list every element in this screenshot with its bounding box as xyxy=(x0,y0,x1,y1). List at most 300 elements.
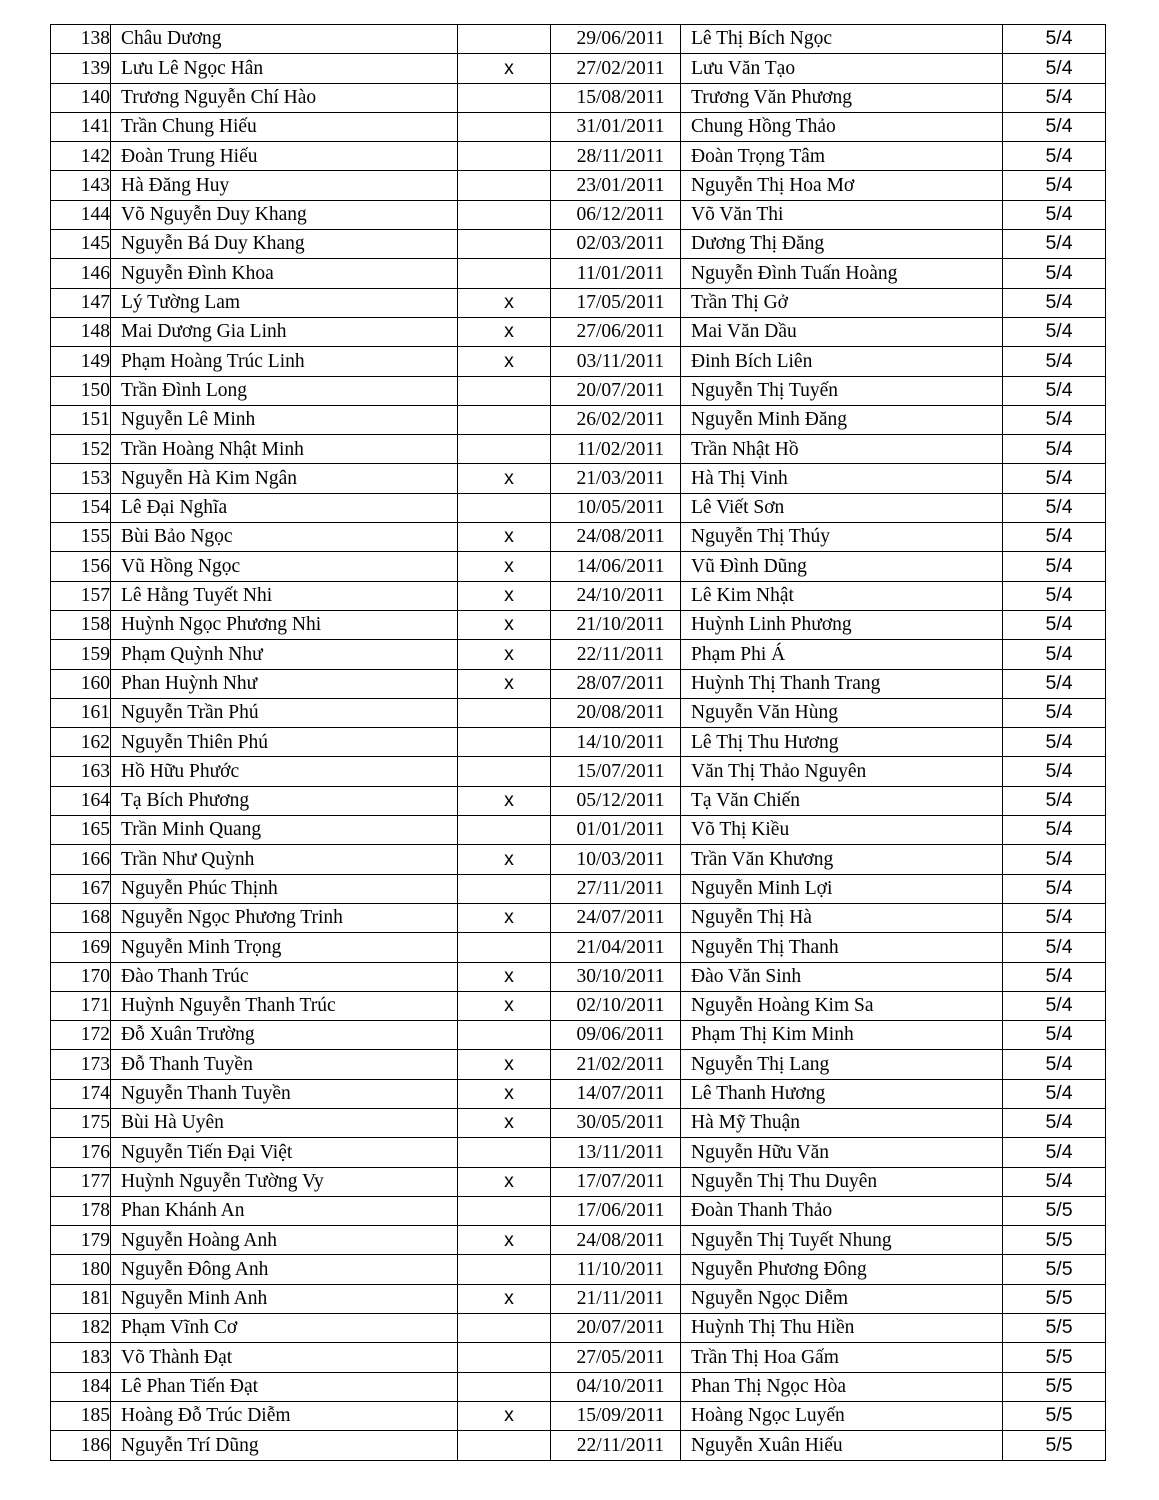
date-of-birth: 15/09/2011 xyxy=(551,1401,681,1430)
parent-name: Nguyễn Hoàng Kim Sa xyxy=(681,991,1003,1020)
student-name: Trần Hoàng Nhật Minh xyxy=(111,435,458,464)
row-number: 160 xyxy=(51,669,111,698)
row-number: 169 xyxy=(51,933,111,962)
student-name: Lý Tường Lam xyxy=(111,288,458,317)
parent-name: Đoàn Trọng Tâm xyxy=(681,142,1003,171)
date-of-birth: 27/02/2011 xyxy=(551,54,681,83)
female-mark: x xyxy=(458,552,551,581)
female-mark xyxy=(458,698,551,727)
class-name: 5/4 xyxy=(1003,1108,1106,1137)
parent-name: Nguyễn Thị Hà xyxy=(681,903,1003,932)
row-number: 138 xyxy=(51,25,111,54)
table-row xyxy=(51,698,1106,727)
date-of-birth: 06/12/2011 xyxy=(551,200,681,229)
parent-name: Trần Thị Hoa Gấm xyxy=(681,1343,1003,1372)
female-mark xyxy=(458,1431,551,1460)
female-mark xyxy=(458,933,551,962)
female-mark xyxy=(458,435,551,464)
class-name: 5/4 xyxy=(1003,259,1106,288)
student-name: Hồ Hữu Phước xyxy=(111,757,458,786)
student-name: Nguyễn Hoàng Anh xyxy=(111,1226,458,1255)
class-name: 5/5 xyxy=(1003,1372,1106,1401)
date-of-birth: 24/10/2011 xyxy=(551,581,681,610)
female-mark: x xyxy=(458,523,551,552)
date-of-birth: 22/11/2011 xyxy=(551,640,681,669)
female-mark xyxy=(458,142,551,171)
class-name: 5/4 xyxy=(1003,991,1106,1020)
student-name: Bùi Bảo Ngọc xyxy=(111,523,458,552)
table-row xyxy=(51,83,1106,112)
date-of-birth: 24/08/2011 xyxy=(551,523,681,552)
student-name: Nguyễn Minh Anh xyxy=(111,1284,458,1313)
row-number: 161 xyxy=(51,698,111,727)
parent-name: Tạ Văn Chiến xyxy=(681,786,1003,815)
table-row xyxy=(51,112,1106,141)
row-number: 185 xyxy=(51,1401,111,1430)
table-row xyxy=(51,1431,1106,1460)
female-mark: x xyxy=(458,1226,551,1255)
date-of-birth: 04/10/2011 xyxy=(551,1372,681,1401)
female-mark xyxy=(458,200,551,229)
student-name: Lưu Lê Ngọc Hân xyxy=(111,54,458,83)
class-name: 5/4 xyxy=(1003,25,1106,54)
student-name: Phạm Vĩnh Cơ xyxy=(111,1314,458,1343)
date-of-birth: 14/07/2011 xyxy=(551,1079,681,1108)
female-mark: x xyxy=(458,464,551,493)
female-mark: x xyxy=(458,1167,551,1196)
parent-name: Trần Nhật Hồ xyxy=(681,435,1003,464)
table-row xyxy=(51,874,1106,903)
female-mark: x xyxy=(458,845,551,874)
female-mark: x xyxy=(458,347,551,376)
student-name: Nguyễn Ngọc Phương Trinh xyxy=(111,903,458,932)
parent-name: Nguyễn Văn Hùng xyxy=(681,698,1003,727)
student-name: Trần Đình Long xyxy=(111,376,458,405)
parent-name: Huỳnh Thị Thu Hiền xyxy=(681,1314,1003,1343)
parent-name: Nguyễn Thị Thúy xyxy=(681,523,1003,552)
student-name: Nguyễn Đông Anh xyxy=(111,1255,458,1284)
table-row xyxy=(51,464,1106,493)
date-of-birth: 10/05/2011 xyxy=(551,493,681,522)
table-row xyxy=(51,728,1106,757)
student-name: Nguyễn Trần Phú xyxy=(111,698,458,727)
class-name: 5/4 xyxy=(1003,1167,1106,1196)
student-name: Mai Dương Gia Linh xyxy=(111,317,458,346)
date-of-birth: 11/01/2011 xyxy=(551,259,681,288)
date-of-birth: 01/01/2011 xyxy=(551,816,681,845)
class-name: 5/4 xyxy=(1003,1138,1106,1167)
row-number: 186 xyxy=(51,1431,111,1460)
table-row xyxy=(51,171,1106,200)
female-mark: x xyxy=(458,1108,551,1137)
parent-name: Đinh Bích Liên xyxy=(681,347,1003,376)
date-of-birth: 30/05/2011 xyxy=(551,1108,681,1137)
row-number: 183 xyxy=(51,1343,111,1372)
parent-name: Phan Thị Ngọc Hòa xyxy=(681,1372,1003,1401)
row-number: 163 xyxy=(51,757,111,786)
female-mark xyxy=(458,874,551,903)
class-name: 5/4 xyxy=(1003,1079,1106,1108)
parent-name: Lê Thị Bích Ngọc xyxy=(681,25,1003,54)
row-number: 150 xyxy=(51,376,111,405)
table-row xyxy=(51,1167,1106,1196)
student-name: Bùi Hà Uyên xyxy=(111,1108,458,1137)
class-name: 5/4 xyxy=(1003,757,1106,786)
row-number: 177 xyxy=(51,1167,111,1196)
female-mark xyxy=(458,112,551,141)
female-mark xyxy=(458,25,551,54)
parent-name: Nguyễn Ngọc Diễm xyxy=(681,1284,1003,1313)
student-name: Nguyễn Lê Minh xyxy=(111,405,458,434)
student-name: Phạm Hoàng Trúc Linh xyxy=(111,347,458,376)
class-name: 5/4 xyxy=(1003,552,1106,581)
row-number: 167 xyxy=(51,874,111,903)
table-row xyxy=(51,757,1106,786)
row-number: 165 xyxy=(51,816,111,845)
class-name: 5/4 xyxy=(1003,230,1106,259)
table-row xyxy=(51,523,1106,552)
parent-name: Hoàng Ngọc Luyến xyxy=(681,1401,1003,1430)
row-number: 179 xyxy=(51,1226,111,1255)
female-mark: x xyxy=(458,1284,551,1313)
row-number: 170 xyxy=(51,962,111,991)
class-name: 5/4 xyxy=(1003,903,1106,932)
class-name: 5/4 xyxy=(1003,962,1106,991)
date-of-birth: 24/08/2011 xyxy=(551,1226,681,1255)
parent-name: Mai Văn Dầu xyxy=(681,317,1003,346)
female-mark: x xyxy=(458,1079,551,1108)
table-row xyxy=(51,230,1106,259)
female-mark xyxy=(458,1196,551,1225)
class-name: 5/4 xyxy=(1003,142,1106,171)
table-row xyxy=(51,493,1106,522)
table-row xyxy=(51,1021,1106,1050)
table-row xyxy=(51,1343,1106,1372)
table-row xyxy=(51,1079,1106,1108)
parent-name: Vũ Đình Dũng xyxy=(681,552,1003,581)
parent-name: Nguyễn Thị Thu Duyên xyxy=(681,1167,1003,1196)
date-of-birth: 10/03/2011 xyxy=(551,845,681,874)
parent-name: Nguyễn Thị Tuyết Nhung xyxy=(681,1226,1003,1255)
table-row xyxy=(51,1138,1106,1167)
student-name: Trần Như Quỳnh xyxy=(111,845,458,874)
class-name: 5/4 xyxy=(1003,933,1106,962)
row-number: 152 xyxy=(51,435,111,464)
class-name: 5/5 xyxy=(1003,1196,1106,1225)
table-row xyxy=(51,991,1106,1020)
date-of-birth: 11/10/2011 xyxy=(551,1255,681,1284)
student-name: Nguyễn Thanh Tuyền xyxy=(111,1079,458,1108)
class-name: 5/4 xyxy=(1003,405,1106,434)
student-name: Nguyễn Tiến Đại Việt xyxy=(111,1138,458,1167)
row-number: 154 xyxy=(51,493,111,522)
student-name: Nguyễn Minh Trọng xyxy=(111,933,458,962)
class-name: 5/4 xyxy=(1003,288,1106,317)
table-row xyxy=(51,1050,1106,1079)
date-of-birth: 31/01/2011 xyxy=(551,112,681,141)
date-of-birth: 23/01/2011 xyxy=(551,171,681,200)
class-name: 5/4 xyxy=(1003,640,1106,669)
female-mark xyxy=(458,1314,551,1343)
row-number: 175 xyxy=(51,1108,111,1137)
row-number: 168 xyxy=(51,903,111,932)
parent-name: Lê Thị Thu Hương xyxy=(681,728,1003,757)
female-mark: x xyxy=(458,288,551,317)
parent-name: Võ Văn Thi xyxy=(681,200,1003,229)
student-name: Vũ Hồng Ngọc xyxy=(111,552,458,581)
student-name: Huỳnh Nguyễn Tường Vy xyxy=(111,1167,458,1196)
student-name: Lê Đại Nghĩa xyxy=(111,493,458,522)
student-name: Châu Dương xyxy=(111,25,458,54)
date-of-birth: 22/11/2011 xyxy=(551,1431,681,1460)
table-row xyxy=(51,786,1106,815)
date-of-birth: 29/06/2011 xyxy=(551,25,681,54)
student-name: Nguyễn Phúc Thịnh xyxy=(111,874,458,903)
class-name: 5/4 xyxy=(1003,874,1106,903)
parent-name: Đoàn Thanh Thảo xyxy=(681,1196,1003,1225)
row-number: 145 xyxy=(51,230,111,259)
female-mark xyxy=(458,376,551,405)
table-row xyxy=(51,1196,1106,1225)
class-name: 5/5 xyxy=(1003,1284,1106,1313)
class-name: 5/4 xyxy=(1003,435,1106,464)
row-number: 180 xyxy=(51,1255,111,1284)
row-number: 182 xyxy=(51,1314,111,1343)
class-name: 5/4 xyxy=(1003,54,1106,83)
parent-name: Trần Văn Khương xyxy=(681,845,1003,874)
row-number: 164 xyxy=(51,786,111,815)
row-number: 178 xyxy=(51,1196,111,1225)
class-name: 5/5 xyxy=(1003,1226,1106,1255)
row-number: 158 xyxy=(51,610,111,639)
class-name: 5/4 xyxy=(1003,728,1106,757)
table-row xyxy=(51,962,1106,991)
table-row xyxy=(51,610,1106,639)
student-name: Nguyễn Thiên Phú xyxy=(111,728,458,757)
parent-name: Huỳnh Thị Thanh Trang xyxy=(681,669,1003,698)
student-name: Đào Thanh Trúc xyxy=(111,962,458,991)
parent-name: Hà Thị Vinh xyxy=(681,464,1003,493)
row-number: 166 xyxy=(51,845,111,874)
table-row xyxy=(51,1284,1106,1313)
class-name: 5/4 xyxy=(1003,786,1106,815)
class-name: 5/5 xyxy=(1003,1255,1106,1284)
date-of-birth: 27/11/2011 xyxy=(551,874,681,903)
female-mark: x xyxy=(458,786,551,815)
row-number: 139 xyxy=(51,54,111,83)
table-row xyxy=(51,816,1106,845)
date-of-birth: 17/05/2011 xyxy=(551,288,681,317)
date-of-birth: 24/07/2011 xyxy=(551,903,681,932)
date-of-birth: 11/02/2011 xyxy=(551,435,681,464)
row-number: 155 xyxy=(51,523,111,552)
class-name: 5/4 xyxy=(1003,83,1106,112)
parent-name: Nguyễn Hữu Văn xyxy=(681,1138,1003,1167)
parent-name: Nguyễn Phương Đông xyxy=(681,1255,1003,1284)
date-of-birth: 09/06/2011 xyxy=(551,1021,681,1050)
date-of-birth: 27/05/2011 xyxy=(551,1343,681,1372)
female-mark xyxy=(458,1343,551,1372)
table-row xyxy=(51,1372,1106,1401)
female-mark: x xyxy=(458,962,551,991)
parent-name: Phạm Phi Á xyxy=(681,640,1003,669)
class-name: 5/4 xyxy=(1003,581,1106,610)
table-row xyxy=(51,640,1106,669)
row-number: 181 xyxy=(51,1284,111,1313)
class-name: 5/5 xyxy=(1003,1431,1106,1460)
date-of-birth: 17/06/2011 xyxy=(551,1196,681,1225)
class-name: 5/4 xyxy=(1003,523,1106,552)
student-name: Trương Nguyễn Chí Hào xyxy=(111,83,458,112)
date-of-birth: 26/02/2011 xyxy=(551,405,681,434)
parent-name: Nguyễn Minh Đăng xyxy=(681,405,1003,434)
date-of-birth: 15/08/2011 xyxy=(551,83,681,112)
class-name: 5/4 xyxy=(1003,1021,1106,1050)
female-mark xyxy=(458,1372,551,1401)
parent-name: Lê Thanh Hương xyxy=(681,1079,1003,1108)
row-number: 153 xyxy=(51,464,111,493)
parent-name: Võ Thị Kiều xyxy=(681,816,1003,845)
parent-name: Nguyễn Thị Hoa Mơ xyxy=(681,171,1003,200)
parent-name: Nguyễn Thị Lang xyxy=(681,1050,1003,1079)
parent-name: Nguyễn Thị Tuyến xyxy=(681,376,1003,405)
table-row xyxy=(51,1401,1106,1430)
class-name: 5/4 xyxy=(1003,816,1106,845)
class-name: 5/4 xyxy=(1003,464,1106,493)
roster-body xyxy=(51,25,1106,1461)
table-row xyxy=(51,845,1106,874)
date-of-birth: 15/07/2011 xyxy=(551,757,681,786)
class-name: 5/4 xyxy=(1003,376,1106,405)
row-number: 146 xyxy=(51,259,111,288)
female-mark xyxy=(458,1255,551,1284)
parent-name: Đào Văn Sinh xyxy=(681,962,1003,991)
date-of-birth: 21/11/2011 xyxy=(551,1284,681,1313)
table-row xyxy=(51,347,1106,376)
table-row xyxy=(51,200,1106,229)
parent-name: Chung Hồng Thảo xyxy=(681,112,1003,141)
class-name: 5/5 xyxy=(1003,1401,1106,1430)
class-name: 5/4 xyxy=(1003,698,1106,727)
student-name: Nguyễn Hà Kim Ngân xyxy=(111,464,458,493)
date-of-birth: 02/03/2011 xyxy=(551,230,681,259)
row-number: 140 xyxy=(51,83,111,112)
parent-name: Dương Thị Đăng xyxy=(681,230,1003,259)
female-mark: x xyxy=(458,317,551,346)
female-mark: x xyxy=(458,903,551,932)
student-name: Nguyễn Trí Dũng xyxy=(111,1431,458,1460)
date-of-birth: 14/06/2011 xyxy=(551,552,681,581)
date-of-birth: 21/10/2011 xyxy=(551,610,681,639)
table-row xyxy=(51,54,1106,83)
row-number: 142 xyxy=(51,142,111,171)
table-row xyxy=(51,1226,1106,1255)
date-of-birth: 21/04/2011 xyxy=(551,933,681,962)
row-number: 173 xyxy=(51,1050,111,1079)
date-of-birth: 13/11/2011 xyxy=(551,1138,681,1167)
table-row xyxy=(51,1108,1106,1137)
female-mark xyxy=(458,757,551,786)
date-of-birth: 21/02/2011 xyxy=(551,1050,681,1079)
parent-name: Huỳnh Linh Phương xyxy=(681,610,1003,639)
student-name: Lê Phan Tiến Đạt xyxy=(111,1372,458,1401)
row-number: 157 xyxy=(51,581,111,610)
date-of-birth: 20/07/2011 xyxy=(551,1314,681,1343)
table-row xyxy=(51,405,1106,434)
table-row xyxy=(51,259,1106,288)
parent-name: Lê Kim Nhật xyxy=(681,581,1003,610)
female-mark: x xyxy=(458,54,551,83)
class-name: 5/4 xyxy=(1003,347,1106,376)
parent-name: Nguyễn Minh Lợi xyxy=(681,874,1003,903)
row-number: 184 xyxy=(51,1372,111,1401)
table-row xyxy=(51,552,1106,581)
date-of-birth: 30/10/2011 xyxy=(551,962,681,991)
row-number: 144 xyxy=(51,200,111,229)
class-name: 5/4 xyxy=(1003,171,1106,200)
class-name: 5/4 xyxy=(1003,112,1106,141)
table-row xyxy=(51,288,1106,317)
parent-name: Nguyễn Đình Tuấn Hoàng xyxy=(681,259,1003,288)
female-mark: x xyxy=(458,1401,551,1430)
female-mark: x xyxy=(458,991,551,1020)
date-of-birth: 02/10/2011 xyxy=(551,991,681,1020)
female-mark: x xyxy=(458,669,551,698)
row-number: 143 xyxy=(51,171,111,200)
parent-name: Văn Thị Thảo Nguyên xyxy=(681,757,1003,786)
row-number: 147 xyxy=(51,288,111,317)
class-name: 5/5 xyxy=(1003,1343,1106,1372)
row-number: 171 xyxy=(51,991,111,1020)
date-of-birth: 21/03/2011 xyxy=(551,464,681,493)
female-mark xyxy=(458,728,551,757)
class-name: 5/4 xyxy=(1003,317,1106,346)
row-number: 151 xyxy=(51,405,111,434)
class-name: 5/4 xyxy=(1003,493,1106,522)
female-mark: x xyxy=(458,581,551,610)
date-of-birth: 20/08/2011 xyxy=(551,698,681,727)
female-mark xyxy=(458,230,551,259)
parent-name: Nguyễn Thị Thanh xyxy=(681,933,1003,962)
table-row xyxy=(51,376,1106,405)
table-row xyxy=(51,317,1106,346)
parent-name: Lưu Văn Tạo xyxy=(681,54,1003,83)
date-of-birth: 28/11/2011 xyxy=(551,142,681,171)
table-row xyxy=(51,142,1106,171)
female-mark xyxy=(458,493,551,522)
student-name: Huỳnh Ngọc Phương Nhi xyxy=(111,610,458,639)
student-roster-table xyxy=(50,24,1106,1461)
table-row xyxy=(51,933,1106,962)
date-of-birth: 27/06/2011 xyxy=(551,317,681,346)
row-number: 159 xyxy=(51,640,111,669)
student-name: Tạ Bích Phương xyxy=(111,786,458,815)
row-number: 141 xyxy=(51,112,111,141)
student-name: Nguyễn Đình Khoa xyxy=(111,259,458,288)
table-row xyxy=(51,669,1106,698)
student-name: Trần Chung Hiếu xyxy=(111,112,458,141)
student-name: Huỳnh Nguyễn Thanh Trúc xyxy=(111,991,458,1020)
student-name: Võ Thành Đạt xyxy=(111,1343,458,1372)
parent-name: Nguyễn Xuân Hiếu xyxy=(681,1431,1003,1460)
female-mark: x xyxy=(458,1050,551,1079)
female-mark xyxy=(458,259,551,288)
table-row xyxy=(51,581,1106,610)
female-mark xyxy=(458,1138,551,1167)
student-name: Đỗ Xuân Trường xyxy=(111,1021,458,1050)
student-name: Phạm Quỳnh Như xyxy=(111,640,458,669)
date-of-birth: 20/07/2011 xyxy=(551,376,681,405)
